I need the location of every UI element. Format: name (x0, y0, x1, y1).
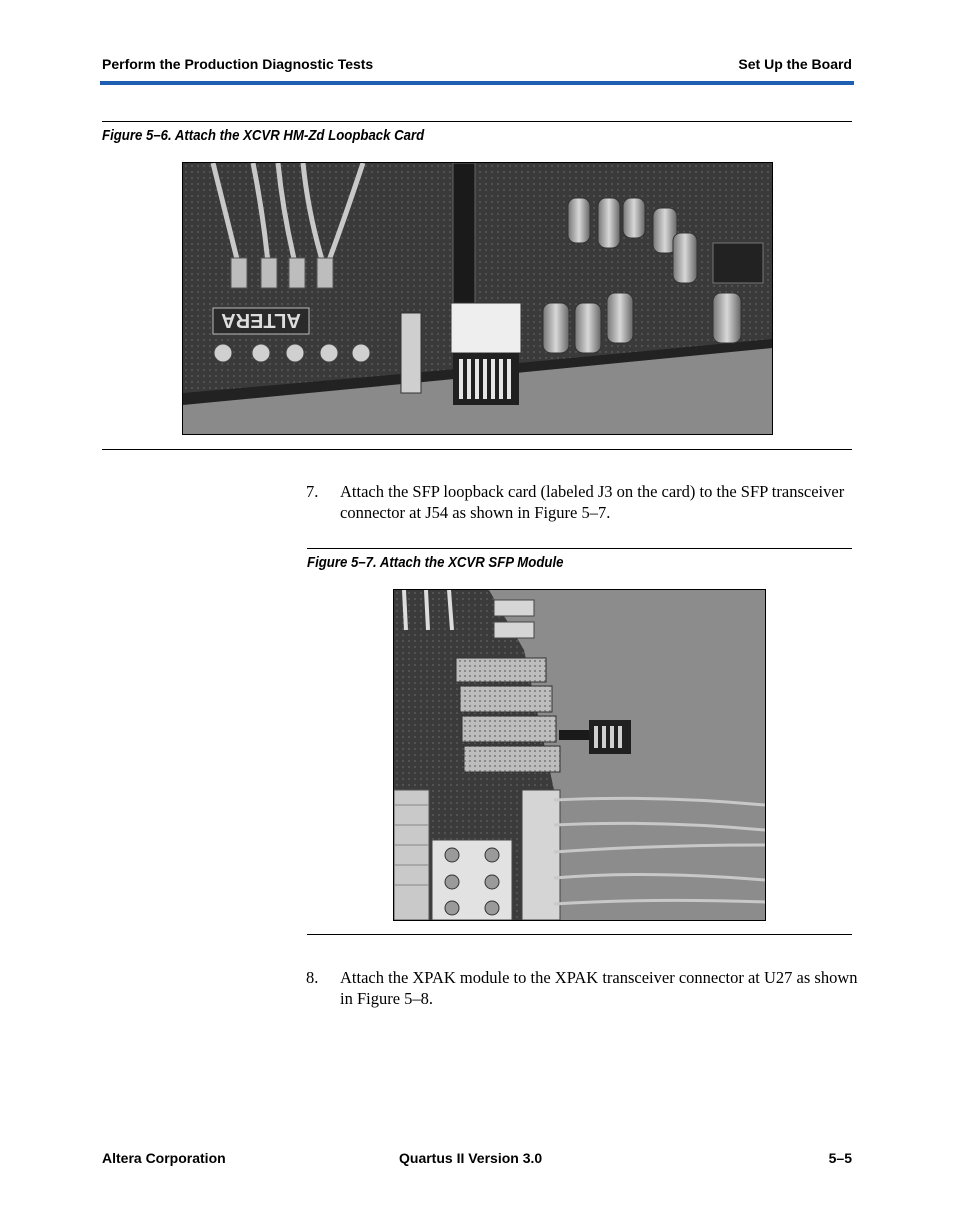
footer-version: Quartus II Version 3.0 (399, 1150, 543, 1166)
figure-5-6-caption: Figure 5–6. Attach the XCVR HM-Zd Loopback Card (102, 127, 425, 144)
figure-bottom-rule (102, 449, 852, 450)
running-header-right: Set Up the Board (738, 56, 852, 72)
running-header-left: Perform the Production Diagnostic Tests (102, 56, 374, 72)
step-text: Attach the SFP loopback card (labeled J3 on the card) to the SFP transceiver connector at J54 as shown in Figure 5–7. (340, 482, 845, 522)
figure-5-6-photo (182, 162, 773, 435)
footer-company: Altera Corporation (102, 1150, 226, 1166)
figure-top-rule (307, 548, 852, 549)
step-8 (306, 967, 866, 1011)
figure-bottom-rule (307, 934, 852, 935)
step-number: 8. (306, 968, 319, 987)
svg-text:ALTERA: ALTERA (221, 309, 301, 331)
altera-logo (213, 308, 309, 334)
step-number: 7. (306, 482, 319, 501)
page-number: 5–5 (828, 1150, 852, 1166)
figure-5-7-caption: Figure 5–7. Attach the XCVR SFP Module (307, 554, 564, 571)
figure-5-7-photo (393, 589, 766, 921)
figure-top-rule (102, 121, 852, 122)
step-text: Attach the XPAK module to the XPAK transceiver connector at U27 as shown in Figure 5–8. (340, 968, 858, 1008)
header-rule (100, 81, 854, 85)
step-7 (306, 481, 866, 525)
